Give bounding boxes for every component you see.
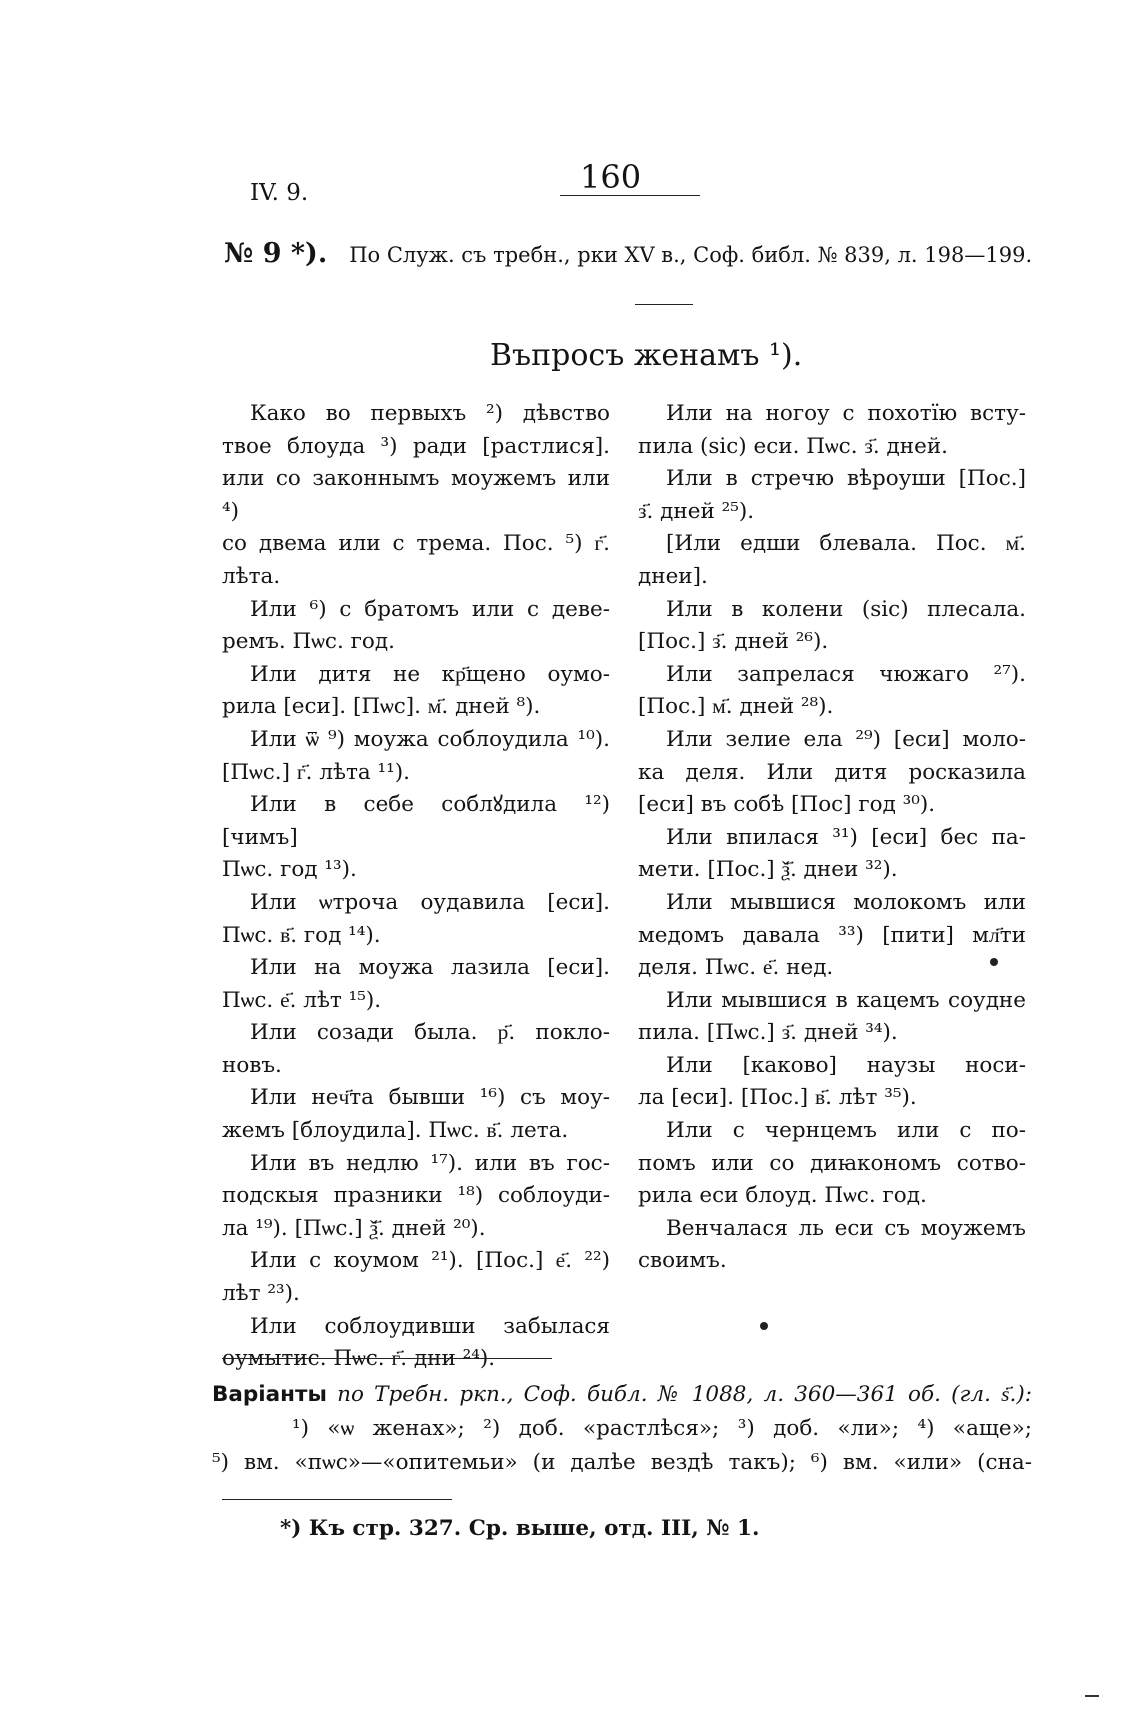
text-line: твое блоуда ³) ради [растлися]. [222,433,610,459]
text-line: Како во первыхъ ²) дѣвство [250,401,610,426]
margin-mark [1085,1695,1099,1697]
document-title: Въпросъ женамъ ¹). [490,338,803,373]
heading-rule [635,304,693,305]
text-line: Или соблоудивши забылася [250,1313,610,1339]
text-line: Или с коумом ²¹). [Пос.] е҃. ²²) [250,1248,610,1274]
text-line: Или на ногоу с похотїю всту- [666,401,1026,426]
text-line: со двема или с трема. Пос. ⁵) г҃. [222,531,610,557]
text-line: ремъ. Пѡс. год. [222,629,395,655]
text-line: Или впилася ³¹) [еси] бес па- [666,824,1026,850]
text-line: Или [каково] наузы носи- [666,1052,1026,1078]
text-line: Пѡс. в҃. год ¹⁴). [222,922,381,948]
text-line: Или ѡтроча оудавила [еси]. [250,889,610,915]
text-line: Или мывшися молокомъ или [666,889,1026,915]
page-number-rule [560,195,700,196]
text-line: Или дитя не кр҃щено оумо- [250,661,610,687]
text-line: [Или едши блевала. Пос. м҃. [666,531,1026,557]
document-source: По Служ. съ требн., рки XV в., Соф. библ. № 839, л. 198—199. [349,243,1033,267]
text-line: [еси] въ собѣ [Пос] год ³⁰). [638,792,936,818]
text-line: мети. [Пос.] ѯ҃. днеи ³²). [638,857,898,883]
text-line: [Пос.] м҃. дней ²⁸). [638,694,834,720]
text-line: лѣта. [222,563,281,589]
text-line: Или в себе соблꙋдила ¹²) [чимъ] [222,792,610,850]
text-line: Или въ недлю ¹⁷). или въ гос- [250,1150,610,1176]
variants-source: по Требн. ркп., Соф. библ. № 1088, л. 360—361 об. (гл. ѕ҃.): [337,1382,1032,1407]
text-line: Или с чернцемъ или с по- [666,1118,1026,1144]
text-line: Венчалася ль еси съ моужемъ [666,1215,1026,1241]
text-line: жемъ [блоудила]. Пѡс. в҃. лета. [222,1118,569,1144]
text-line: Или мывшися в кацемъ соудне [666,987,1026,1013]
text-line: помъ или со диꙗкономъ сотво- [638,1150,1026,1176]
column-end-rule [222,1358,552,1359]
text-line: лѣт ²³). [222,1281,300,1307]
text-line: ка деля. Или дитя росказила [638,759,1026,785]
text-line: или со законнымъ моужемъ или ⁴) [222,466,610,524]
footnote-rule [222,1499,452,1500]
text-line: подскыя празники ¹⁸) соблоуди- [222,1183,610,1209]
text-line: Или созади была. р҃. покло- [250,1020,610,1046]
text-line: ла [еси]. [Пос.] в҃. лѣт ³⁵). [638,1085,917,1111]
page-number: 160 [580,158,642,196]
text-line: з҃. дней ²⁵). [638,498,755,524]
section-number: IV. 9. [250,180,309,206]
text-line: Или зелие ела ²⁹) [еси] моло- [666,726,1026,752]
text-line: [Пос.] з҃. дней ²⁶). [638,629,829,655]
text-line: Или на моужа лазила [еси]. [250,955,610,981]
text-line: Или ѿ ⁹) моужа соблоудила ¹⁰). [250,726,610,752]
text-line: рила еси блоуд. Пѡс. год. [638,1183,927,1209]
variants-line [212,1378,1032,1412]
text-line: оумытис. Пѡс. г҃. дни ²⁴). [222,1346,496,1372]
document-heading [224,238,1044,269]
text-line: Пѡс. год ¹³). [222,857,357,883]
left-column [222,398,610,1376]
text-line: рила [еси]. [Пѡс]. м҃. дней ⁸). [222,694,541,720]
text-line: Или в стречю вѣроуши [Пос.] [666,466,1026,492]
variants-line: ⁵) вм. «пѡс»—«опитемьи» (и далѣе вездѣ такъ); ⁶) вм. «или» (сна- [212,1450,1032,1475]
ink-dot [990,958,998,966]
text-line: Или в колени (sic) плесала. [666,596,1026,622]
text-line: своимъ. [638,1248,727,1274]
text-line: деля. Пѡс. е҃. нед. [638,955,834,981]
variants-label: Варіанты [212,1382,327,1407]
text-line: ла ¹⁹). [Пѡс.] ѯ҃. дней ²⁰). [222,1215,486,1241]
text-line: Пѡс. е҃. лѣт ¹⁵). [222,987,382,1013]
text-line: Или запрелася чюжаго ²⁷). [666,661,1026,687]
text-line: пила (sic) еси. Пѡс. з҃. дней. [638,433,948,459]
text-line: днеи]. [638,563,708,589]
text-line: [Пѡс.] г҃. лѣта ¹¹). [222,759,410,785]
ink-dot [760,1322,768,1330]
document-number: № 9 *). [224,238,328,269]
footnote: *) Къ стр. 327. Ср. выше, отд. III, № 1. [280,1516,760,1541]
right-column [638,398,1026,1278]
text-line: новъ. [222,1052,282,1078]
variants-line: ¹) «ѡ женах»; ²) доб. «растлѣся»; ³) доб. «ли»; ⁴) «аще»; [292,1416,1032,1441]
variants-block [212,1378,1032,1480]
text-line: Или ⁶) с братомъ или с деве- [250,596,610,622]
text-line: Или неч҃та бывши ¹⁶) съ моу- [250,1085,610,1111]
text-line: пила. [Пѡс.] з҃. дней ³⁴). [638,1020,898,1046]
text-line: медомъ давала ³³) [пити] мл҃ти [638,922,1026,948]
